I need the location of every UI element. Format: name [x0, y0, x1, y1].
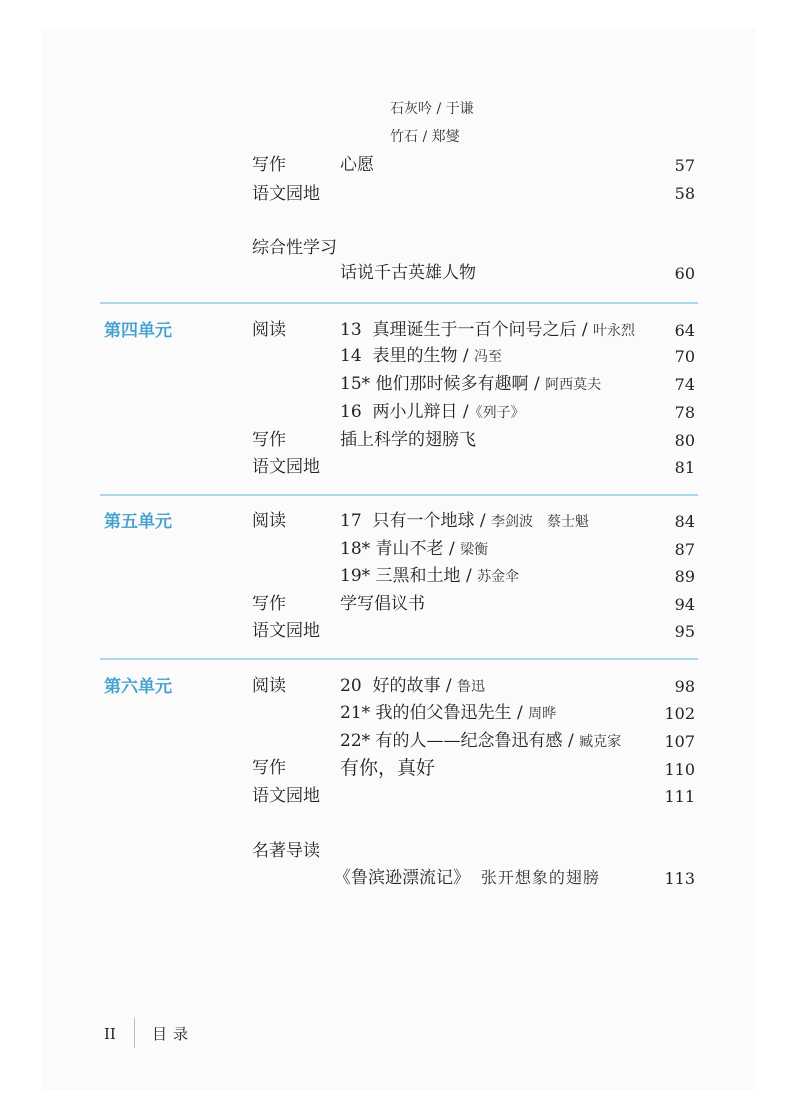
reading-label: 阅读 [252, 320, 286, 340]
toc-garden[interactable]: 语文园地 [252, 621, 320, 641]
lesson-author: 周晔 [528, 706, 557, 722]
writing-label: 写作 [252, 758, 286, 778]
writing-label: 写作 [252, 155, 286, 175]
lesson-number: 20 [340, 676, 362, 696]
writing-label: 写作 [252, 430, 286, 450]
classics-title: 张开想象的翅膀 [480, 868, 600, 887]
page-number: 57 [674, 156, 695, 175]
page-number: 98 [674, 677, 695, 696]
lesson-author: 臧克家 [579, 734, 622, 750]
toc-lesson[interactable]: 20 好的故事 / 鲁迅 [340, 676, 485, 696]
lesson-number: 22* [340, 731, 371, 751]
page-number: 81 [674, 458, 695, 477]
book-title: 《鲁滨逊漂流记》 [334, 868, 470, 888]
page-number: 84 [674, 512, 695, 531]
divider [100, 658, 698, 660]
toc-lesson[interactable]: 16 两小儿辩日 /《列子》 [340, 402, 525, 422]
toc-poem-entry[interactable]: 石灰吟 / 于谦 [390, 101, 474, 117]
toc-writing-title[interactable]: 心愿 [340, 155, 374, 175]
footer-label: 目录 [152, 1025, 195, 1043]
toc-integrated-title[interactable]: 话说千古英雄人物 [340, 263, 476, 283]
page-number: 89 [674, 567, 695, 586]
toc-lesson[interactable]: 15* 他们那时候多有趣啊 / 阿西莫夫 [340, 374, 602, 394]
toc-writing-title[interactable]: 有你，真好 [340, 757, 436, 779]
page-number: 113 [664, 869, 695, 888]
lesson-title: 他们那时候多有趣啊 [375, 374, 529, 394]
page-number: 94 [674, 595, 695, 614]
lesson-number: 19* [340, 566, 371, 586]
divider [100, 494, 698, 496]
lesson-title: 表里的生物 [372, 346, 458, 366]
page-number: 58 [674, 184, 695, 203]
classics-label: 名著导读 [252, 841, 320, 861]
writing-label: 写作 [252, 594, 286, 614]
lesson-title: 青山不老 [375, 539, 444, 559]
page-number: 70 [674, 347, 695, 366]
page-number: 110 [664, 760, 695, 779]
page-number: 78 [674, 403, 695, 422]
toc-garden[interactable]: 语文园地 [252, 786, 320, 806]
lesson-title: 我的伯父鲁迅先生 [375, 703, 512, 723]
lesson-title: 好的故事 [372, 676, 441, 696]
toc-lesson[interactable]: 21* 我的伯父鲁迅先生 / 周晔 [340, 703, 557, 723]
poem-title: 竹石 [390, 129, 418, 145]
lesson-title: 有的人——纪念鲁迅有感 [375, 731, 563, 751]
page-number: 80 [674, 431, 695, 450]
poem-author: 于谦 [445, 101, 474, 117]
page-number: 107 [664, 732, 695, 751]
lesson-title: 两小儿辩日 [372, 402, 458, 422]
integrated-study-label: 综合性学习 [252, 238, 337, 258]
page-number: 74 [674, 375, 695, 394]
divider [100, 302, 698, 304]
footer-divider [134, 1018, 135, 1048]
toc-classics-entry[interactable] [334, 870, 600, 887]
toc-lesson[interactable]: 18* 青山不老 / 梁衡 [340, 539, 489, 559]
lesson-title: 只有一个地球 [372, 511, 475, 531]
page-number: 111 [664, 787, 695, 806]
toc-writing-title[interactable]: 插上科学的翅膀飞 [340, 430, 476, 450]
page-background [42, 28, 756, 1090]
lesson-number: 15* [340, 374, 371, 394]
page-number: 60 [674, 264, 695, 283]
lesson-number: 17 [340, 511, 362, 531]
lesson-number: 16 [340, 402, 362, 422]
poem-author: 郑燮 [431, 129, 460, 145]
lesson-author: 叶永烈 [593, 323, 635, 339]
footer-page-number: II [104, 1025, 116, 1043]
page-number: 87 [674, 540, 695, 559]
poem-title: 石灰吟 [390, 101, 432, 117]
toc-lesson[interactable]: 22* 有的人——纪念鲁迅有感 / 臧克家 [340, 731, 622, 751]
lesson-author: 苏金伞 [477, 569, 520, 585]
page-number: 64 [674, 321, 695, 340]
unit-heading: 第五单元 [104, 512, 172, 532]
lesson-author: 梁衡 [460, 542, 489, 558]
toc-garden[interactable]: 语文园地 [252, 184, 320, 204]
reading-label: 阅读 [252, 511, 286, 531]
toc-writing-title[interactable]: 学写倡议书 [340, 594, 425, 614]
page-number: 102 [664, 704, 695, 723]
toc-poem-entry[interactable]: 竹石 / 郑燮 [390, 129, 460, 145]
unit-heading: 第四单元 [104, 321, 172, 341]
lesson-title: 三黑和土地 [375, 566, 461, 586]
reading-label: 阅读 [252, 676, 286, 696]
toc-lesson[interactable]: 13 真理诞生于一百个问号之后 / 叶永烈 [340, 320, 635, 340]
lesson-number: 13 [340, 320, 362, 340]
unit-heading: 第六单元 [104, 677, 172, 697]
lesson-author: 冯至 [474, 349, 502, 365]
toc-lesson[interactable]: 17 只有一个地球 / 李剑波 蔡士魁 [340, 511, 589, 531]
toc-garden[interactable]: 语文园地 [252, 457, 320, 477]
lesson-number: 18* [340, 539, 371, 559]
lesson-author: 鲁迅 [457, 679, 485, 695]
lesson-author: 《列子》 [468, 405, 525, 421]
toc-lesson[interactable]: 19* 三黑和土地 / 苏金伞 [340, 566, 520, 586]
lesson-number: 21* [340, 703, 371, 723]
lesson-author: 李剑波 蔡士魁 [491, 514, 589, 530]
toc-lesson[interactable]: 14 表里的生物 / 冯至 [340, 346, 502, 366]
page-number: 95 [674, 622, 695, 641]
lesson-author: 阿西莫夫 [545, 377, 602, 393]
lesson-number: 14 [340, 346, 362, 366]
lesson-title: 真理诞生于一百个问号之后 [372, 320, 577, 340]
